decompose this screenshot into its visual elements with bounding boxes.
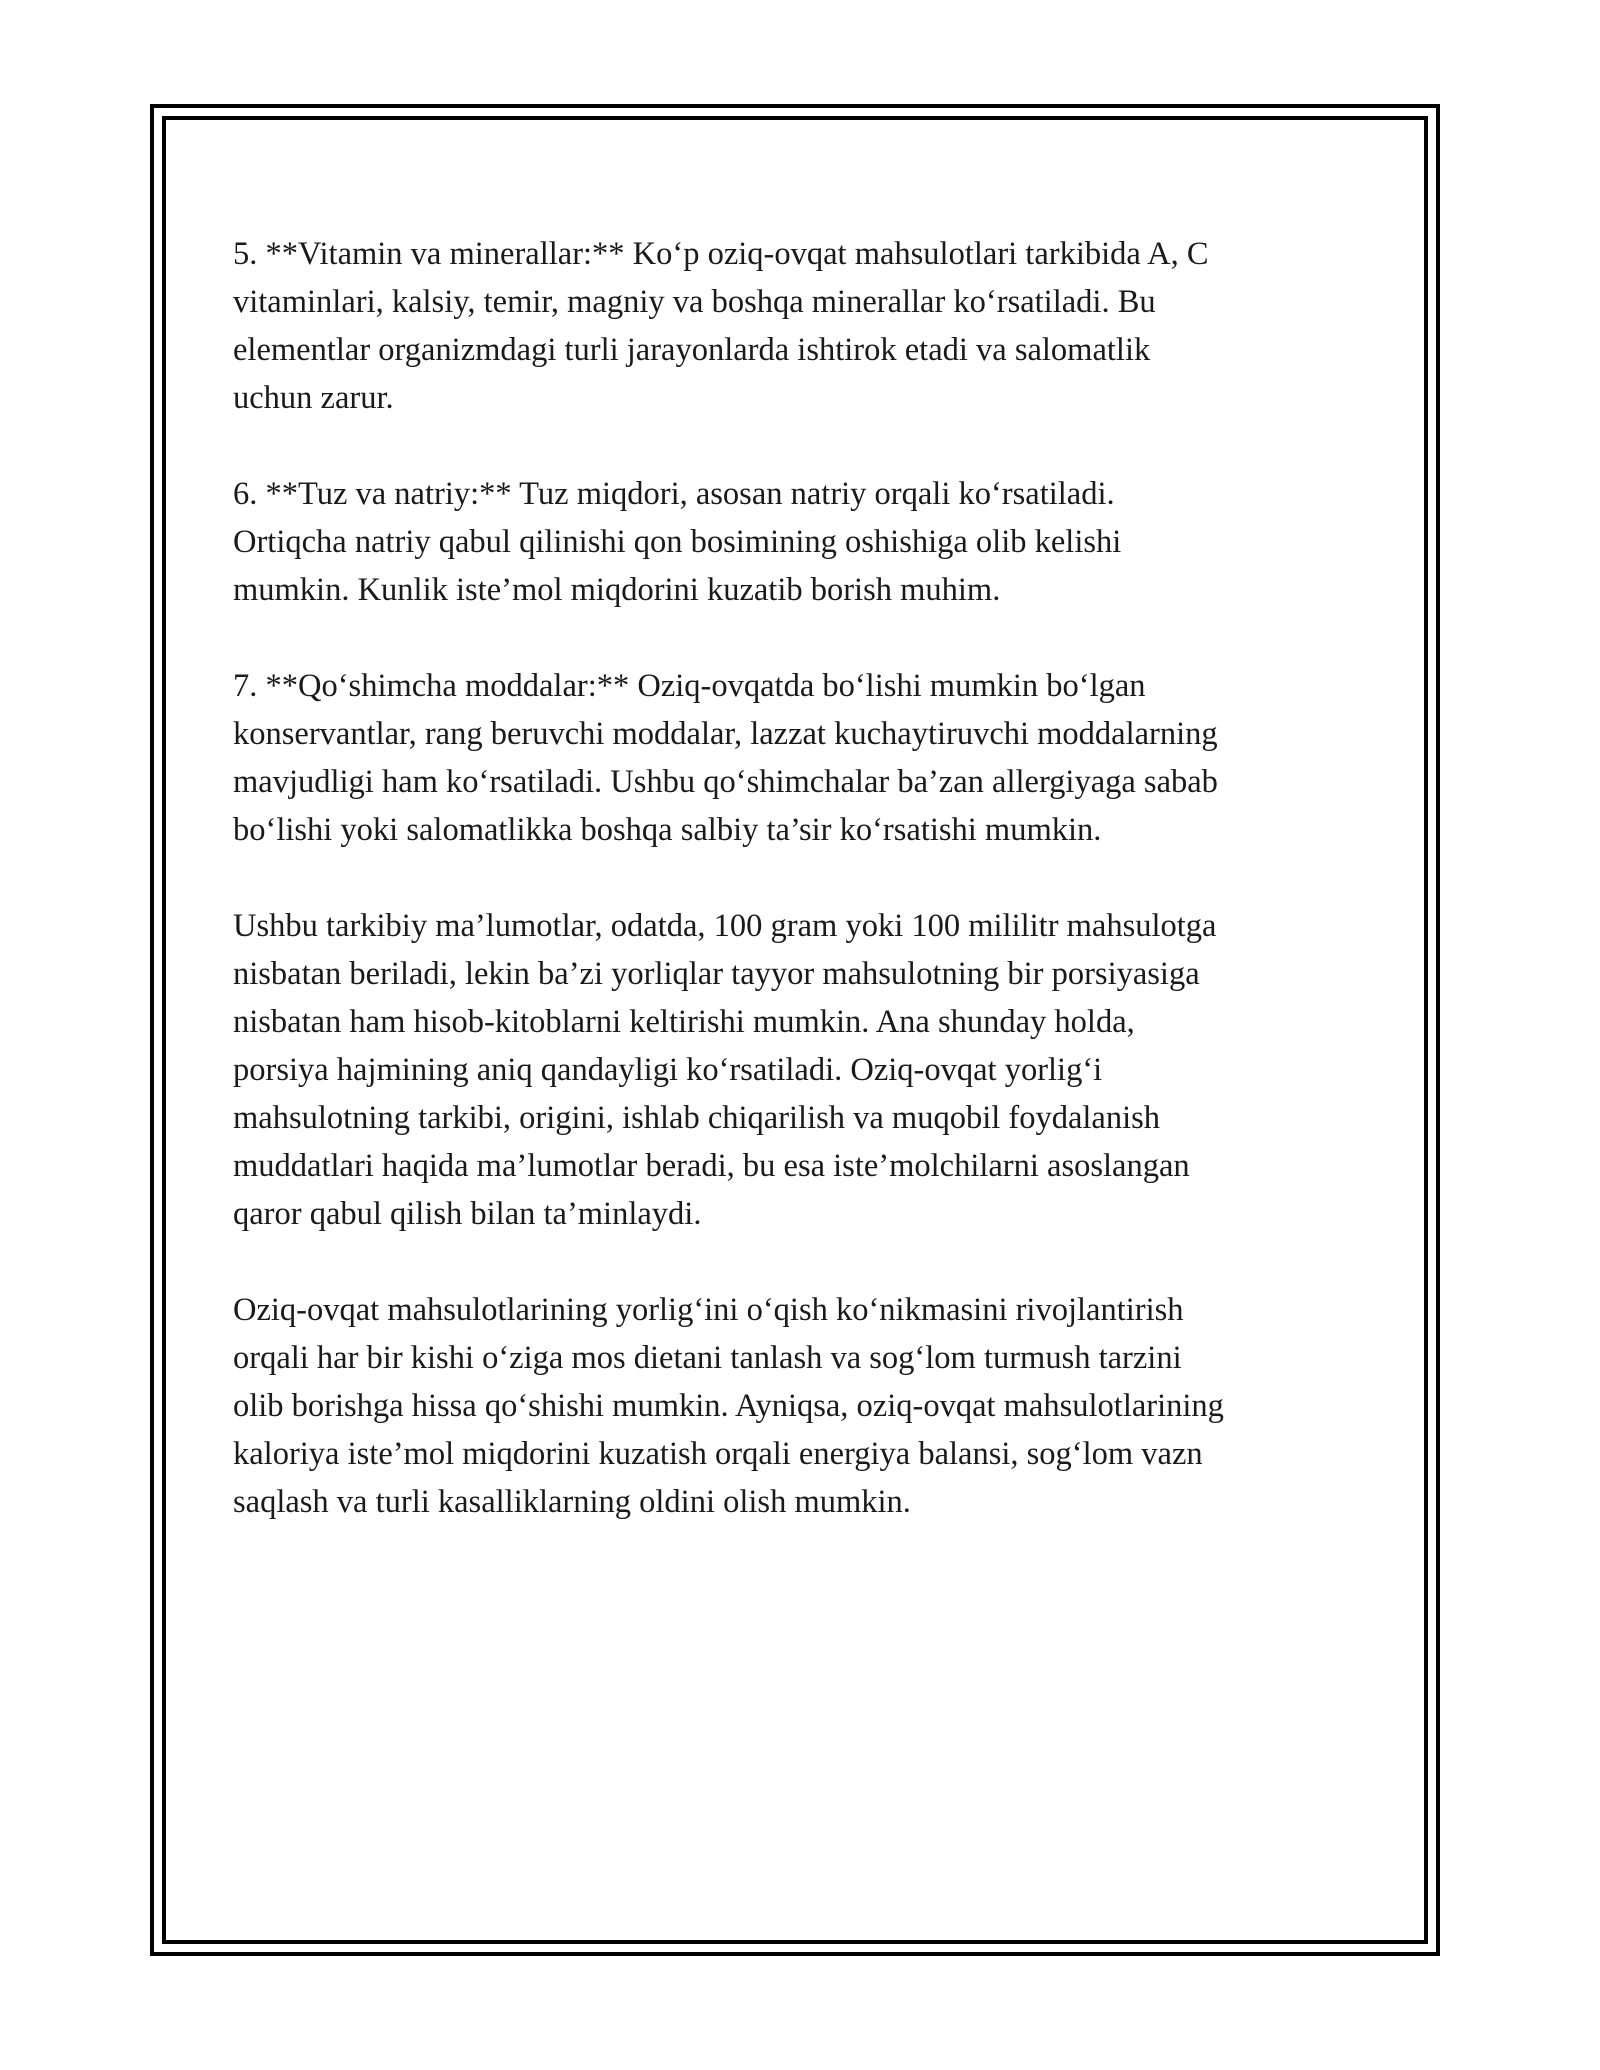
text-line: Oziq-ovqat mahsulotlarining yorlig‘ini o‘qish ko‘nikmasini rivojlantirish — [233, 1292, 1184, 1328]
paragraph-vitamins — [233, 230, 1363, 422]
text-line: mavjudligi ham ko‘rsatiladi. Ushbu qo‘shimchalar ba’zan allergiyaga sabab — [233, 764, 1218, 800]
text-line: kaloriya iste’mol miqdorini kuzatish orqali energiya balansi, sog‘lom vazn — [233, 1436, 1203, 1472]
text-line: mumkin. Kunlik iste’mol miqdorini kuzatib borish muhim. — [233, 572, 1001, 608]
text-line: elementlar organizmdagi turli jarayonlarda ishtirok etadi va salomatlik — [233, 332, 1151, 368]
text-line: konservantlar, rang beruvchi moddalar, lazzat kuchaytiruvchi moddalarning — [233, 716, 1218, 752]
text-line: uchun zarur. — [233, 380, 394, 416]
text-line: porsiya hajmining aniq qandayligi ko‘rsatiladi. Oziq-ovqat yorlig‘i — [233, 1052, 1103, 1088]
text-line: nisbatan beriladi, lekin ba’zi yorliqlar tayyor mahsulotning bir porsiyasiga — [233, 956, 1200, 992]
text-line: Ortiqcha natriy qabul qilinishi qon bosimining oshishiga olib kelishi — [233, 524, 1122, 560]
document-body — [233, 230, 1363, 1574]
text-line: bo‘lishi yoki salomatlikka boshqa salbiy ta’sir ko‘rsatishi mumkin. — [233, 812, 1102, 848]
paragraph-salt-sodium — [233, 470, 1363, 614]
paragraph-label-reading — [233, 1286, 1363, 1526]
text-line: saqlash va turli kasalliklarning oldini olish mumkin. — [233, 1484, 911, 1520]
text-line: 5. **Vitamin va minerallar:** Ko‘p oziq-ovqat mahsulotlari tarkibida A, C — [233, 236, 1209, 272]
paragraph-composition-info — [233, 902, 1363, 1238]
text-line: vitaminlari, kalsiy, temir, magniy va boshqa minerallar ko‘rsatiladi. Bu — [233, 284, 1156, 320]
text-line: olib borishga hissa qo‘shishi mumkin. Ayniqsa, oziq-ovqat mahsulotlarining — [233, 1388, 1224, 1424]
text-line: muddatlari haqida ma’lumotlar beradi, bu esa iste’molchilarni asoslangan — [233, 1148, 1190, 1184]
text-line: qaror qabul qilish bilan ta’minlaydi. — [233, 1196, 702, 1232]
text-line: Ushbu tarkibiy ma’lumotlar, odatda, 100 gram yoki 100 mililitr mahsulotga — [233, 908, 1217, 944]
text-line: mahsulotning tarkibi, origini, ishlab chiqarilish va muqobil foydalanish — [233, 1100, 1161, 1136]
paragraph-additives — [233, 662, 1363, 854]
text-line: nisbatan ham hisob-kitoblarni keltirishi mumkin. Ana shunday holda, — [233, 1004, 1135, 1040]
text-line: orqali har bir kishi o‘ziga mos dietani tanlash va sog‘lom turmush tarzini — [233, 1340, 1182, 1376]
text-line: 6. **Tuz va natriy:** Tuz miqdori, asosan natriy orqali ko‘rsatiladi. — [233, 476, 1115, 512]
text-line: 7. **Qo‘shimcha moddalar:** Oziq-ovqatda bo‘lishi mumkin bo‘lgan — [233, 668, 1146, 704]
